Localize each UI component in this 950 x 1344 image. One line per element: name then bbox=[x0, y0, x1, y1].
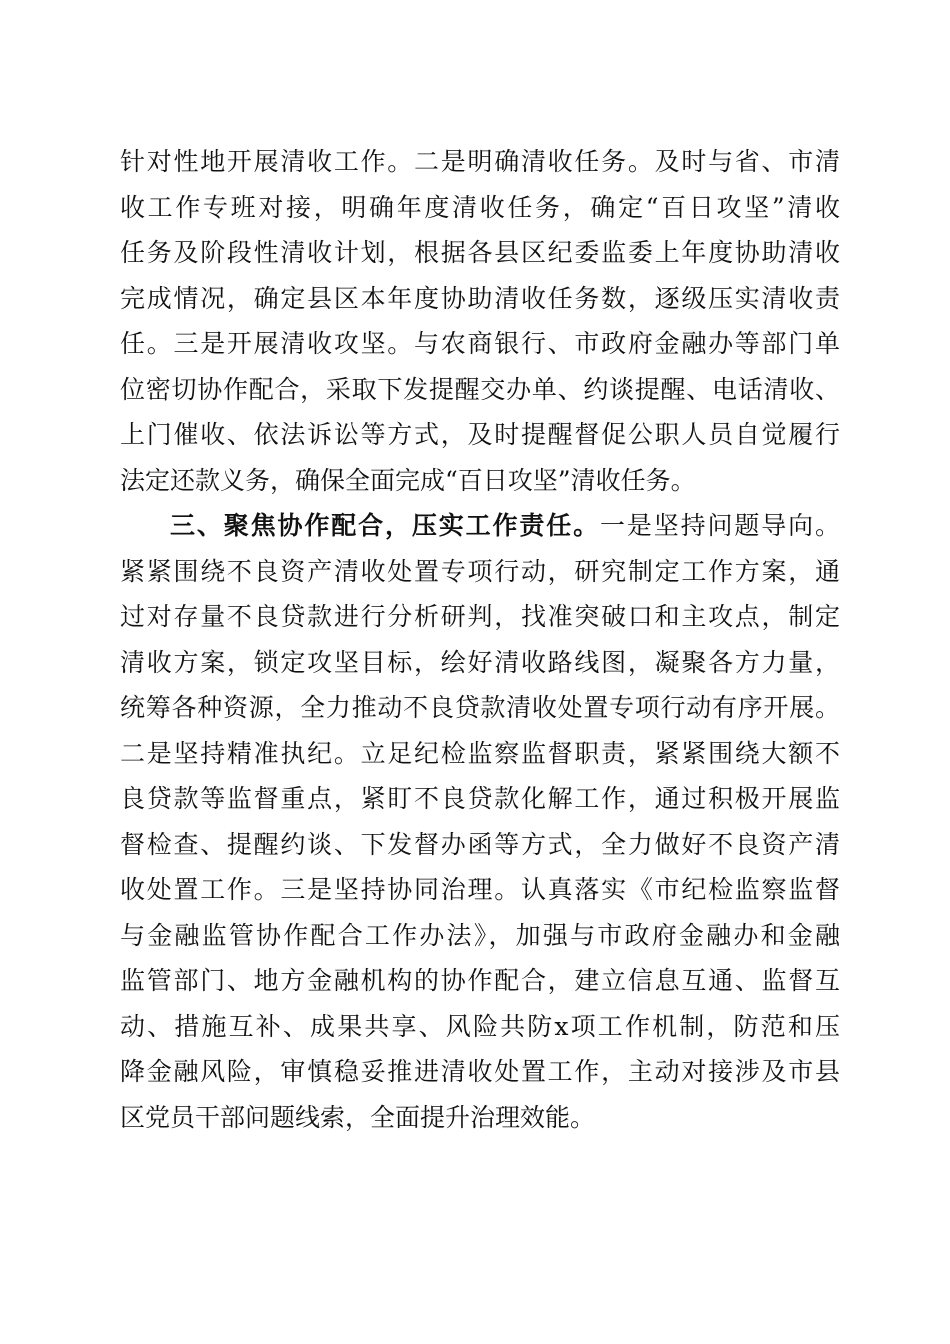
text-line: 任务及阶段性清收计划，根据各县区纪委监委上年度协助清收 bbox=[120, 238, 840, 267]
text-line: 针对性地开展清收工作。二是明确清收任务。及时与省、市清 bbox=[120, 147, 840, 176]
text-line: 统筹各种资源，全力推动不良贷款清收处置专项行动有序开展。 bbox=[120, 693, 840, 722]
heading-line-rest: 一是坚持问题导向。 bbox=[599, 511, 840, 540]
text-line: 位密切协作配合，采取下发提醒交办单、约谈提醒、电话清收、 bbox=[120, 374, 840, 404]
text-line: 紧紧围绕不良资产清收处置专项行动，研究制定工作方案，通 bbox=[120, 556, 840, 586]
heading-line bbox=[120, 503, 840, 549]
text-line: 收处置工作。三是坚持协同治理。认真落实《市纪检监察监督 bbox=[120, 875, 840, 904]
text-line: 法定还款义务，确保全面完成“百日攻坚”清收任务。 bbox=[120, 465, 696, 495]
text-line: 督检查、提醒约谈、下发督办函等方式，全力做好不良资产清 bbox=[120, 829, 840, 859]
text-line: 良贷款等监督重点，紧盯不良贷款化解工作，通过积极开展监 bbox=[120, 784, 840, 813]
text-line: 二是坚持精准执纪。立足纪检监察监督职责，紧紧围绕大额不 bbox=[120, 738, 840, 768]
section-heading: 三、聚焦协作配合，压实工作责任。 bbox=[170, 511, 600, 540]
paragraph-1 bbox=[120, 139, 840, 503]
document-body bbox=[120, 139, 840, 1140]
paragraph-2 bbox=[120, 503, 840, 1140]
text-line: 任。三是开展清收攻坚。与农商银行、市政府金融办等部门单 bbox=[120, 329, 840, 358]
text-line: 清收方案，锁定攻坚目标，绘好清收路线图，凝聚各方力量， bbox=[120, 647, 840, 677]
text-line: 完成情况，确定县区本年度协助清收任务数，逐级压实清收责 bbox=[120, 283, 840, 313]
text-line: 降金融风险，审慎稳妥推进清收处置工作，主动对接涉及市县 bbox=[120, 1057, 840, 1086]
text-line: 收工作专班对接，明确年度清收任务，确定“百日攻坚”清收 bbox=[120, 192, 840, 222]
text-line: 区党员干部问题线索，全面提升治理效能。 bbox=[120, 1102, 596, 1132]
text-line: 过对存量不良贷款进行分析研判，找准突破口和主攻点，制定 bbox=[120, 602, 840, 631]
text-line: 上门催收、依法诉讼等方式，及时提醒督促公职人员自觉履行 bbox=[120, 420, 840, 449]
text-line: 动、措施互补、成果共享、风险共防x项工作机制，防范和压 bbox=[120, 1011, 840, 1041]
text-line: 监管部门、地方金融机构的协作配合，建立信息互通、监督互 bbox=[120, 966, 840, 995]
text-line: 与金融监管协作配合工作办法》，加强与市政府金融办和金融 bbox=[120, 920, 840, 950]
